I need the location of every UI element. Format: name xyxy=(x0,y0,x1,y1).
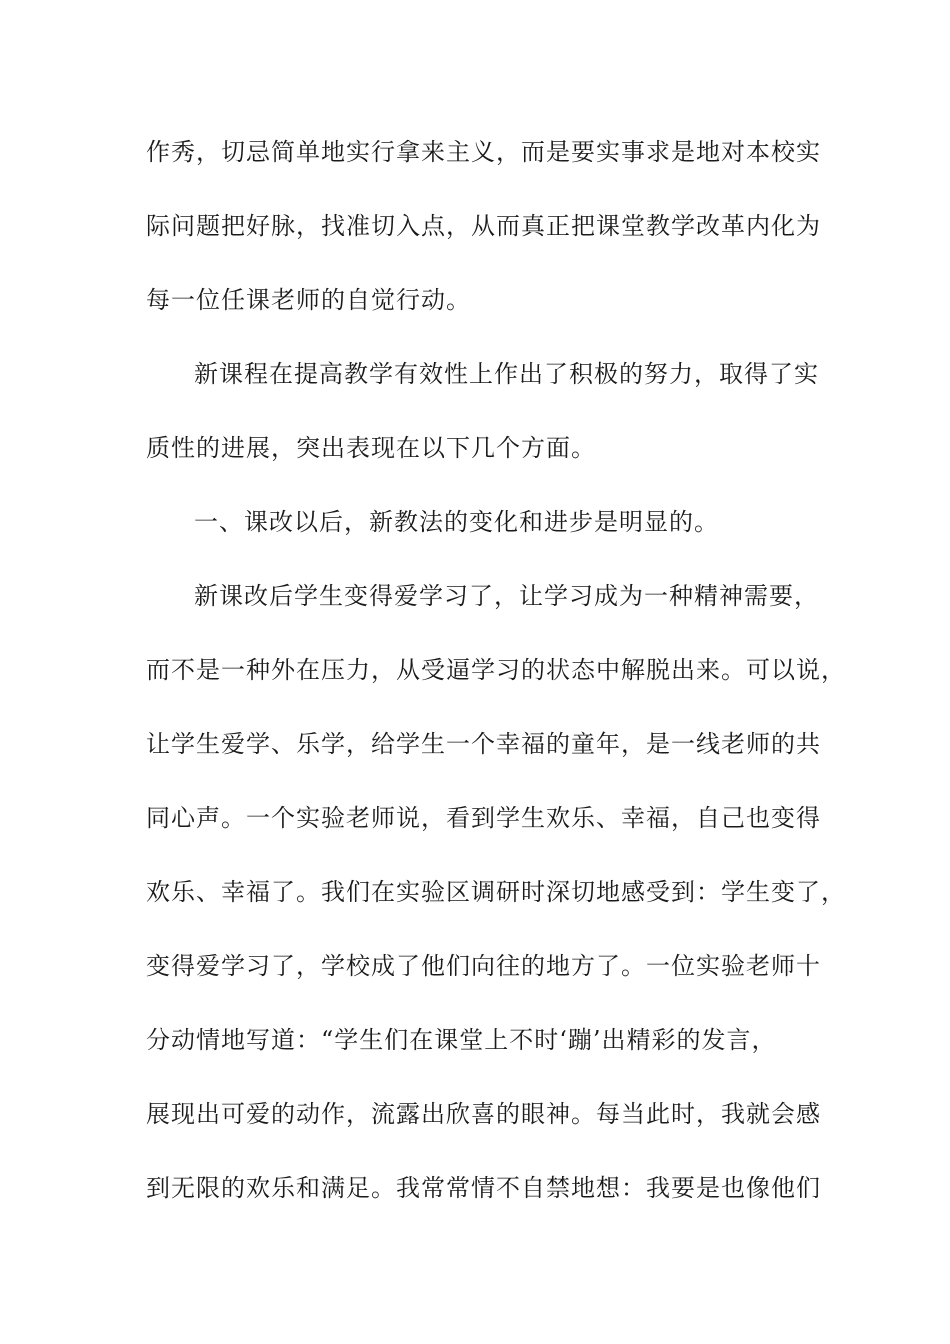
text-line: 而不是一种外在压力，从受逼学习的状态中解脱出来。可以说， xyxy=(146,656,846,684)
text-line: 展现出可爱的动作，流露出欣喜的眼神。每当此时，我就会感 xyxy=(146,1100,821,1128)
paragraph-first-line: 新课改后学生变得爱学习了，让学习成为一种精神需要， xyxy=(194,582,819,610)
text-line: 每一位任课老师的自觉行动。 xyxy=(146,286,471,314)
text-line: 质性的进展，突出表现在以下几个方面。 xyxy=(146,434,596,462)
text-line: 作秀，切忌简单地实行拿来主义，而是要实事求是地对本校实 xyxy=(146,138,821,166)
text-line: 变得爱学习了，学校成了他们向往的地方了。一位实验老师十 xyxy=(146,952,821,980)
section-heading: 一、课改以后，新教法的变化和进步是明显的。 xyxy=(194,508,719,536)
text-line: 分动情地写道：“学生们在课堂上不时‘蹦’出精彩的发言， xyxy=(146,1026,777,1054)
text-line: 让学生爱学、乐学，给学生一个幸福的童年，是一线老师的共 xyxy=(146,730,821,758)
text-line: 到无限的欢乐和满足。我常常情不自禁地想：我要是也像他们 xyxy=(146,1174,821,1202)
text-line: 同心声。一个实验老师说，看到学生欢乐、幸福，自己也变得 xyxy=(146,804,821,832)
paragraph-first-line: 新课程在提高教学有效性上作出了积极的努力，取得了实 xyxy=(194,360,819,388)
text-line: 欢乐、幸福了。我们在实验区调研时深切地感受到：学生变了， xyxy=(146,878,846,906)
text-line: 际问题把好脉，找准切入点，从而真正把课堂教学改革内化为 xyxy=(146,212,821,240)
